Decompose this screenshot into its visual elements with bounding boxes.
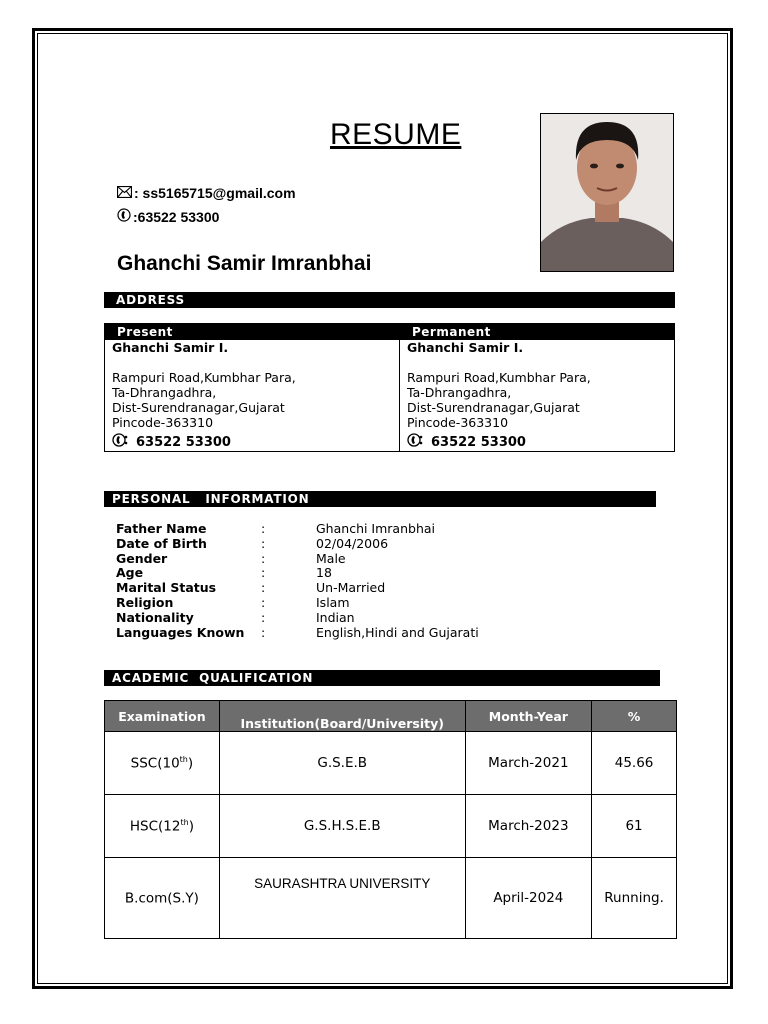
personal-info-label: Gender: [116, 550, 168, 566]
percent-cell: 61: [592, 795, 677, 858]
personal-info-row: [116, 611, 479, 626]
header-month-year: Month-Year: [465, 701, 592, 732]
phone-icon: [407, 433, 423, 451]
address-permanent: [400, 324, 674, 451]
personal-info-label: Religion: [116, 594, 174, 610]
exam-superscript: th: [180, 817, 189, 827]
address-present-line: Ta-Dhrangadhra,: [112, 385, 217, 400]
address-permanent-heading: Permanent: [400, 324, 674, 340]
personal-info-label: Marital Status: [116, 580, 217, 596]
header-institution: Institution(Board/University): [219, 701, 465, 732]
personal-info-label: Date of Birth: [116, 535, 207, 551]
address-permanent-name: Ghanchi Samir I.: [407, 340, 524, 355]
section-address-heading: ADDRESS: [104, 292, 675, 308]
personal-info-value: Un-Married: [316, 580, 386, 596]
personal-info-colon: :: [261, 609, 266, 625]
email-line: [117, 185, 296, 201]
section-academic-label: ACADEMIC QUALIFICATION: [112, 671, 314, 685]
percent-cell: Running.: [592, 858, 677, 939]
table-row: [105, 858, 677, 939]
resume-title: RESUME: [330, 118, 462, 151]
institution-cell: SAURASHTRA UNIVERSITY: [219, 858, 465, 939]
table-row: [105, 795, 677, 858]
personal-info-value: Ghanchi Imranbhai: [316, 521, 436, 536]
academic-table: [104, 700, 677, 939]
exam-superscript: th: [179, 754, 188, 764]
personal-info-colon: :: [261, 550, 266, 566]
personal-info-label: Languages Known: [116, 624, 245, 640]
percent-cell: 45.66: [592, 732, 677, 795]
personal-info-colon: :: [261, 565, 266, 581]
email-text: : ss5165715@gmail.com: [134, 185, 296, 201]
personal-info-value: Male: [316, 550, 346, 566]
personal-info-colon: :: [261, 521, 266, 536]
profile-photo: [540, 113, 674, 272]
candidate-name: Ghanchi Samir Imranbhai: [117, 252, 372, 275]
header-examination: Examination: [105, 701, 220, 732]
month-year-cell: April-2024: [465, 858, 592, 939]
address-permanent-line: Pincode-363310: [407, 415, 509, 430]
personal-info-value: Indian: [316, 609, 355, 625]
address-present-line: Pincode-363310: [112, 415, 214, 430]
personal-info-row: [116, 596, 479, 611]
address-permanent-line: Dist-Surendranagar,Gujarat: [407, 400, 580, 415]
section-personal-heading: [104, 491, 656, 507]
personal-info-row: [116, 537, 479, 552]
header-percent: %: [592, 701, 677, 732]
address-table: [104, 323, 675, 452]
address-present-line: Rampuri Road,Kumbhar Para,: [112, 370, 296, 385]
personal-info-value: English,Hindi and Gujarati: [316, 624, 479, 640]
personal-info-label: Father Name: [116, 521, 207, 536]
address-permanent-line: Ta-Dhrangadhra,: [407, 385, 512, 400]
exam-name: B.com(S.Y): [124, 890, 199, 907]
personal-info-value: 02/04/2006: [316, 535, 389, 551]
phone-line: [117, 208, 219, 225]
section-academic-heading: [104, 670, 660, 686]
personal-info-row: [116, 626, 479, 641]
phone-text: :63522 53300: [133, 208, 220, 225]
exam-name: SSC(10: [130, 755, 180, 772]
personal-info-colon: :: [261, 594, 266, 610]
exam-cell: [105, 858, 220, 939]
institution-cell: G.S.H.S.E.B: [219, 795, 465, 858]
exam-name: HSC(12: [129, 818, 181, 835]
exam-cell: [105, 732, 220, 795]
address-present-name: Ghanchi Samir I.: [112, 340, 229, 355]
exam-paren: ): [188, 818, 194, 835]
personal-info-colon: :: [261, 580, 266, 596]
phone-icon: [112, 433, 128, 451]
address-present-heading: Present: [105, 324, 399, 340]
address-present-phone: 63522 53300: [136, 434, 231, 450]
personal-info-label: Nationality: [116, 609, 194, 625]
personal-info-value: Islam: [316, 594, 350, 610]
table-row: [105, 732, 677, 795]
personal-info-colon: :: [261, 535, 266, 551]
month-year-cell: March-2021: [465, 732, 592, 795]
address-present: [105, 324, 400, 451]
academic-header-row: [105, 701, 677, 732]
section-personal-label: PERSONAL INFORMATION: [112, 492, 310, 506]
personal-info-value: 18: [316, 565, 332, 581]
personal-info-row: [116, 552, 479, 567]
phone-icon: [117, 208, 131, 225]
personal-info-row: [116, 566, 479, 581]
address-permanent-line: Rampuri Road,Kumbhar Para,: [407, 370, 591, 385]
personal-info-row: [116, 522, 479, 537]
exam-paren: ): [187, 755, 194, 772]
envelope-icon: [117, 185, 132, 201]
personal-info-label: Age: [116, 565, 144, 581]
month-year-cell: March-2023: [465, 795, 592, 858]
institution-cell: G.S.E.B: [219, 732, 465, 795]
personal-info-list: [116, 522, 479, 640]
exam-cell: [105, 795, 220, 858]
address-present-line: Dist-Surendranagar,Gujarat: [112, 400, 285, 415]
address-permanent-phone: 63522 53300: [431, 434, 526, 450]
personal-info-colon: :: [261, 624, 266, 640]
personal-info-row: [116, 581, 479, 596]
